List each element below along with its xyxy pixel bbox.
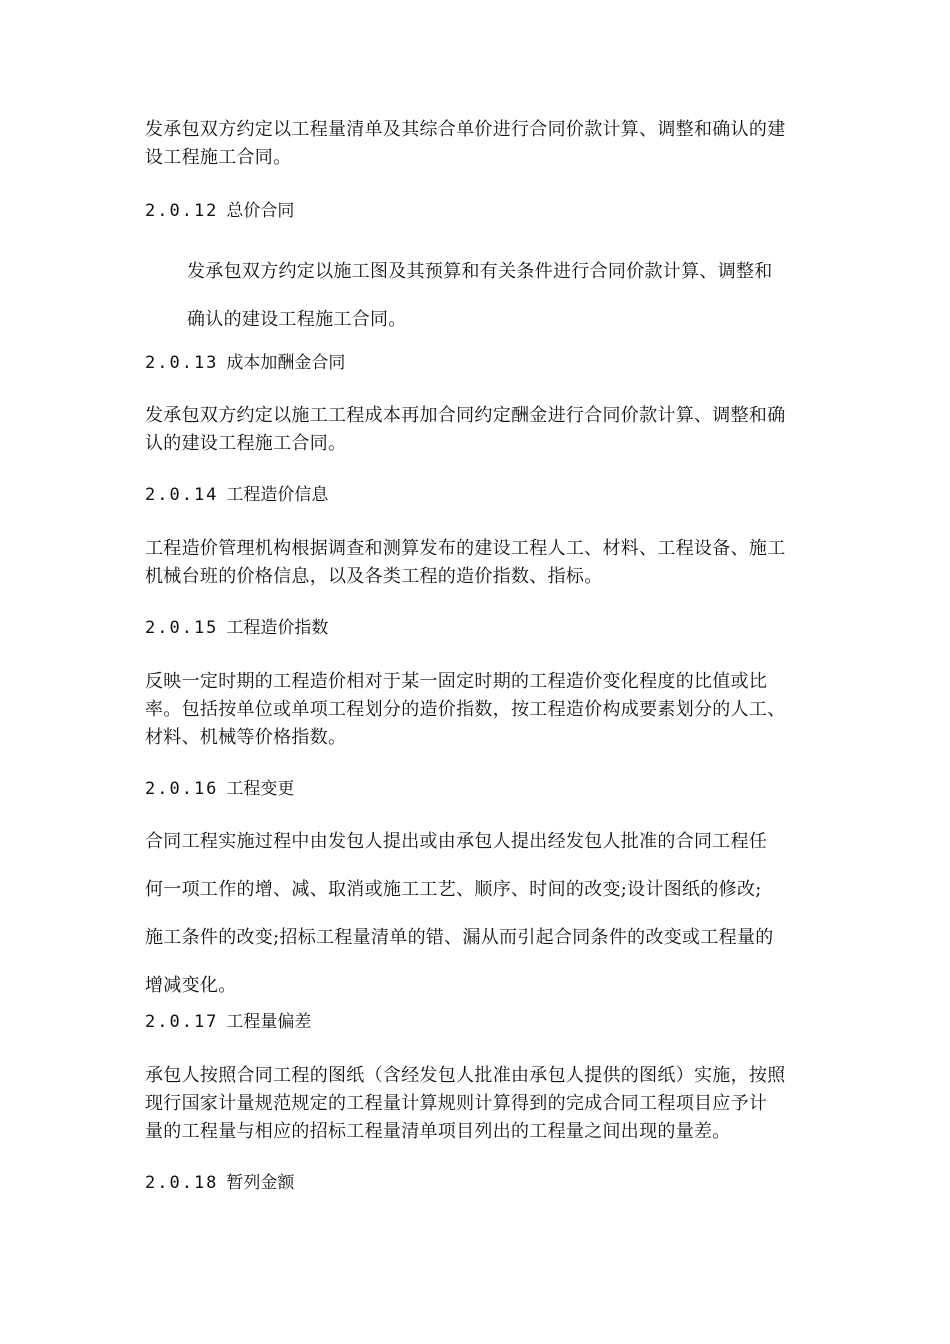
text-line: 承包人按照合同工程的图纸（含经发包人批准由承包人提供的图纸）实施，按照 [145, 1065, 786, 1086]
clause-heading [145, 351, 810, 375]
definition-paragraph [145, 668, 810, 752]
clause-heading [145, 777, 810, 801]
clause-number: 2.0.14 [145, 485, 219, 505]
text-line: 反映一定时期的工程造价相对于某一固定时期的工程造价变化程度的比值或比 [145, 671, 768, 692]
text-line: 发承包双方约定以施工图及其预算和有关条件进行合同价款计算、调整和 [187, 261, 773, 282]
clause-title: 成本加酬金合同 [226, 353, 346, 373]
clause-number: 2.0.16 [145, 779, 219, 799]
text-line: 认的建设工程施工合同。 [145, 433, 347, 454]
definition-paragraph [145, 248, 810, 344]
definition-paragraph [145, 402, 810, 458]
clause-title: 工程造价信息 [226, 485, 329, 505]
text-line: 增减变化。 [145, 975, 237, 996]
definition-paragraph [145, 818, 810, 1010]
definition-paragraph [145, 535, 810, 591]
clause-number: 2.0.15 [145, 618, 219, 638]
text-line: 材料、机械等价格指数。 [145, 727, 347, 748]
definition-paragraph [145, 116, 810, 172]
clause-heading [145, 199, 810, 223]
clause-title: 暂列金额 [226, 1173, 295, 1193]
clause-heading [145, 616, 810, 640]
clause-number: 2.0.18 [145, 1173, 219, 1193]
clause-heading [145, 483, 810, 507]
clause-number: 2.0.13 [145, 353, 219, 373]
text-line: 设工程施工合同。 [145, 147, 292, 168]
text-line: 量的工程量与相应的招标工程量清单项目列出的工程量之间出现的量差。 [145, 1121, 731, 1142]
text-line: 现行国家计量规范规定的工程量计算规则计算得到的完成合同工程项目应予计 [145, 1093, 768, 1114]
text-line: 确认的建设工程施工合同。 [187, 309, 407, 330]
text-line: 率。包括按单位或单项工程划分的造价指数，按工程造价构成要素划分的人工、 [145, 699, 786, 720]
clause-title: 工程造价指数 [226, 618, 329, 638]
text-line: 机械台班的价格信息，以及各类工程的造价指数、指标。 [145, 566, 603, 587]
clause-title: 工程量偏差 [226, 1012, 312, 1032]
clause-number: 2.0.17 [145, 1012, 219, 1032]
text-line: 发承包双方约定以施工工程成本再加合同约定酬金进行合同价款计算、调整和确 [145, 405, 786, 426]
text-line: 合同工程实施过程中由发包人提出或由承包人提出经发包人批准的合同工程任 [145, 831, 768, 852]
clause-heading [145, 1171, 810, 1195]
clause-heading [145, 1010, 810, 1034]
clause-title: 总价合同 [226, 201, 295, 221]
text-line: 发承包双方约定以工程量清单及其综合单价进行合同价款计算、调整和确认的建 [145, 119, 786, 140]
clause-number: 2.0.12 [145, 201, 219, 221]
text-line: 工程造价管理机构根据调查和测算发布的建设工程人工、材料、工程设备、施工 [145, 538, 786, 559]
text-line: 施工条件的改变;招标工程量清单的错、漏从而引起合同条件的改变或工程量的 [145, 927, 774, 948]
definition-paragraph [145, 1062, 810, 1146]
text-line: 何一项工作的增、减、取消或施工工艺、顺序、时间的改变;设计图纸的修改; [145, 879, 762, 900]
clause-title: 工程变更 [226, 779, 295, 799]
